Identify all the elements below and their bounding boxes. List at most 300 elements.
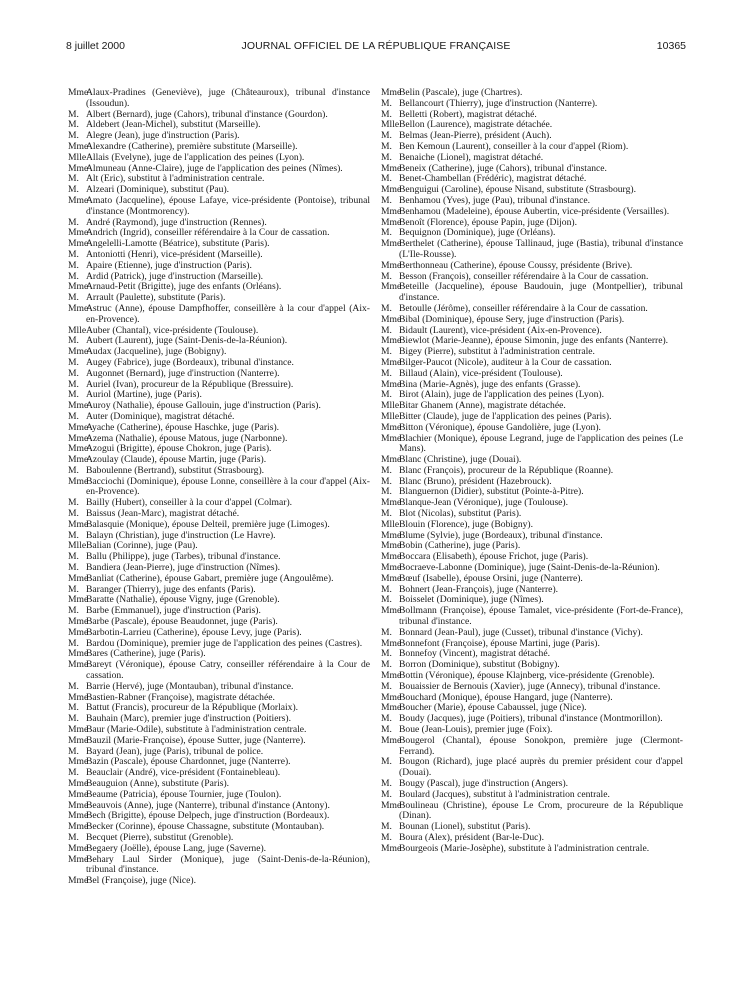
civility-title: Mme xyxy=(68,518,89,530)
civility-title: Mme xyxy=(68,648,89,660)
civility-title: M. xyxy=(381,831,392,843)
entry-text: Boudy (Jacques), juge (Poitiers), tribunal d'instance (Montmorillon). xyxy=(399,713,663,725)
entry-text: Bellon (Laurence), magistrate détachée. xyxy=(399,119,553,131)
entry-text: Blanque-Jean (Véronique), juge (Toulouse). xyxy=(399,497,569,509)
civility-title: M. xyxy=(68,248,79,260)
entry-text: Belin (Pascale), juge (Chartres). xyxy=(399,87,523,98)
civility-title: Mme xyxy=(68,194,89,206)
entry-text: Balayn (Christian), juge d'instruction (Le Havre). xyxy=(86,529,276,541)
civility-title: M. xyxy=(381,648,392,660)
civility-title: Mme xyxy=(381,259,402,271)
entry-text: Betoulle (Jérôme), conseiller référendaire à la Cour de cassation. xyxy=(399,302,648,314)
page-header xyxy=(66,40,686,56)
entry-text: Baur (Marie-Odile), substitute à l'administration centrale. xyxy=(86,724,307,736)
civility-title: M. xyxy=(381,713,392,725)
entry-text: Bel (Françoise), juge (Nice). xyxy=(86,875,197,887)
civility-title: Mme xyxy=(381,335,402,347)
entry-text: Bailly (Hubert), conseiller à la cour d'appel (Colmar). xyxy=(86,497,293,509)
list-item xyxy=(68,790,370,801)
civility-title: Mme xyxy=(381,454,402,466)
civility-title: M. xyxy=(381,788,392,800)
entry-text: André (Raymond), juge d'instruction (Rennes). xyxy=(86,216,267,228)
entry-text: Almuneau (Anne-Claire), juge de l'application des peines (Nîmes). xyxy=(86,162,343,174)
entry-text: Blot (Nicolas), substitut (Paris). xyxy=(399,508,522,520)
civility-title: M. xyxy=(68,551,79,563)
entry-text: Augey (Fabrice), juge (Bordeaux), tribunal d'instance. xyxy=(86,356,294,368)
civility-title: Mme xyxy=(68,853,89,865)
entry-text: Bocraeve-Labonne (Dominique), juge (Saint-Denis-de-la-Réunion). xyxy=(399,562,660,574)
entry-text: Birot (Alain), juge de l'application des peines (Lyon). xyxy=(399,389,605,401)
entry-text: Auroy (Nathalie), épouse Gallouin, juge d'instruction (Paris). xyxy=(86,400,321,412)
entry-text: Barrie (Hervé), juge (Montauban), tribunal d'instance. xyxy=(86,680,294,692)
entry-text: Angelelli-Lamotte (Béatrice), substitute (Paris). xyxy=(86,238,270,250)
entry-text: Aldebert (Jean-Michel), substitut (Marseille). xyxy=(86,119,261,131)
entry-text: Boura (Alex), président (Bar-le-Duc). xyxy=(399,831,544,843)
civility-title: Mme xyxy=(381,432,402,444)
entry-text: Bougy (Pascal), juge d'instruction (Angers). xyxy=(399,778,569,789)
civility-title: M. xyxy=(68,378,79,390)
entry-text: Bonnefont (Françoise), épouse Martini, juge (Paris). xyxy=(399,637,600,649)
entry-text: Bobin (Catherine), juge (Paris). xyxy=(399,540,521,552)
civility-title: Mme xyxy=(381,572,402,584)
civility-title: M. xyxy=(68,356,79,368)
civility-title: M. xyxy=(68,410,79,422)
entry-text: Billaud (Alain), vice-président (Toulouse). xyxy=(399,367,563,379)
civility-title: Mme xyxy=(68,443,89,455)
civility-title: Mme xyxy=(68,821,89,833)
entry-text: Amato (Jacqueline), épouse Lafaye, vice-présidente (Pontoise), tribunal d'instance (Montmorency). xyxy=(86,194,370,217)
entry-text: Benguigui (Caroline), épouse Nisand, substitute (Strasbourg). xyxy=(399,184,636,196)
entry-text: Alegre (Jean), juge d'instruction (Paris). xyxy=(86,130,240,142)
entry-text: Bohnert (Jean-François), juge (Nanterre). xyxy=(399,583,559,595)
entry-text: Barbe (Emmanuel), juge d'instruction (Paris). xyxy=(86,605,261,617)
entry-text: Augonnet (Bernard), juge d'instruction (Nanterre). xyxy=(86,367,280,379)
civility-title: M. xyxy=(381,324,392,336)
entry-text: Auter (Dominique), magistrat détaché. xyxy=(86,410,235,422)
header-title: JOURNAL OFFICIEL DE LA RÉPUBLIQUE FRANÇAISE xyxy=(241,40,511,52)
entry-text: Balasquie (Monique), épouse Delteil, première juge (Limoges). xyxy=(86,518,330,530)
list-item xyxy=(381,153,683,164)
civility-title: M. xyxy=(381,475,392,487)
entry-text: Balian (Corinne), juge (Pau). xyxy=(86,540,198,552)
entry-text: Bigey (Pierre), substitut à l'administration centrale. xyxy=(399,346,595,358)
list-item xyxy=(381,369,683,380)
entry-text: Benaiche (Lionel), magistrat détaché. xyxy=(399,151,544,163)
civility-title: M. xyxy=(68,745,79,757)
civility-title: Mme xyxy=(381,799,402,811)
civility-title: Mme xyxy=(68,875,89,887)
civility-title: M. xyxy=(68,583,79,595)
entry-text: Beauguion (Anne), substitute (Paris). xyxy=(86,778,230,789)
entry-text: Beneix (Catherine), juge (Cahors), tribunal d'instance. xyxy=(399,162,607,174)
civility-title: Mme xyxy=(68,454,89,466)
civility-title: M. xyxy=(68,367,79,379)
entry-text: Banliat (Catherine), épouse Gabart, première juge (Angoulême). xyxy=(86,572,334,584)
entry-text: Baranger (Thierry), juge des enfants (Paris). xyxy=(86,583,256,595)
entry-text: Boulard (Jacques), substitut à l'administration centrale. xyxy=(399,788,610,800)
civility-title: Mme xyxy=(68,227,89,239)
civility-title: M. xyxy=(381,173,392,185)
civility-title: M. xyxy=(68,259,79,271)
civility-title: Mlle xyxy=(381,119,400,131)
entry-text: Bottin (Véronique), épouse Klajnberg, vice-présidente (Grenoble). xyxy=(399,670,655,682)
civility-title: Mme xyxy=(381,205,402,217)
civility-title: Mlle xyxy=(68,540,87,552)
civility-title: Mme xyxy=(68,302,89,314)
entry-text: Blanc (Bruno), président (Hazebrouck). xyxy=(399,475,552,487)
entry-text: Azoulay (Claude), épouse Martin, juge (Paris). xyxy=(86,454,267,466)
civility-title: Mme xyxy=(68,572,89,584)
civility-title: Mme xyxy=(381,184,402,196)
civility-title: M. xyxy=(381,724,392,736)
entry-text: Audax (Jacqueline), juge (Bobigny). xyxy=(86,346,227,358)
civility-title: Mme xyxy=(381,162,402,174)
list-item xyxy=(68,261,370,272)
civility-title: Mlle xyxy=(381,518,400,530)
entry-text: Boulineau (Christine), épouse Le Crom, procureure de la République (Dinan). xyxy=(399,799,683,822)
civility-title: Mme xyxy=(68,162,89,174)
civility-title: Mme xyxy=(381,551,402,563)
civility-title: Mme xyxy=(381,637,402,649)
civility-title: Mme xyxy=(381,691,402,703)
civility-title: M. xyxy=(381,659,392,671)
civility-title: Mme xyxy=(68,238,89,250)
entry-text: Bequignon (Dominique), juge (Orléans). xyxy=(399,227,556,239)
list-item xyxy=(381,207,683,218)
entry-text: Andrich (Ingrid), conseiller référendaire à la Cour de cassation. xyxy=(86,227,330,239)
entry-text: Belletti (Robert), magistrat détaché. xyxy=(399,108,537,120)
civility-title: M. xyxy=(381,130,392,142)
entry-text: Alt (Eric), substitut à l'administration centrale. xyxy=(86,173,265,185)
civility-title: M. xyxy=(381,508,392,520)
entry-text: Arnaud-Petit (Brigitte), juge des enfants (Orléans). xyxy=(86,281,282,293)
entry-text: Blanguernon (Didier), substitut (Pointe-à-Pitre). xyxy=(399,486,584,498)
civility-title: M. xyxy=(68,130,79,142)
entry-text: Aubert (Laurent), juge (Saint-Denis-de-la-Réunion). xyxy=(86,335,288,347)
civility-title: M. xyxy=(68,292,79,304)
entry-text: Bollmann (Françoise), épouse Tamalet, vice-présidente (Fort-de-France), tribunal d'instance. xyxy=(399,605,683,628)
civility-title: M. xyxy=(381,821,392,833)
civility-title: M. xyxy=(68,270,79,282)
entry-text: Behary Laul Sirder (Monique), juge (Saint-Denis-de-la-Réunion), tribunal d'instance. xyxy=(86,853,370,876)
entry-text: Bougon (Richard), juge placé auprès du premier président cour d'appel (Douai). xyxy=(399,756,683,779)
civility-title: Mme xyxy=(68,788,89,800)
civility-title: M. xyxy=(68,637,79,649)
civility-title: Mlle xyxy=(381,410,400,422)
entry-text: Blanc (Christine), juge (Douai). xyxy=(399,454,522,466)
entry-text: Bandiera (Jean-Pierre), juge d'instruction (Nîmes). xyxy=(86,562,281,574)
civility-title: Mme xyxy=(68,594,89,606)
civility-title: Mlle xyxy=(68,324,87,336)
civility-title: Mme xyxy=(68,87,89,98)
list-item xyxy=(68,423,370,434)
civility-title: M. xyxy=(68,389,79,401)
civility-title: Mme xyxy=(381,378,402,390)
civility-title: Mme xyxy=(68,140,89,152)
entry-text: Alexandre (Catherine), première substitute (Marseille). xyxy=(86,140,298,152)
entry-text: Baissus (Jean-Marc), magistrat détaché. xyxy=(86,508,240,520)
civility-title: M. xyxy=(68,184,79,196)
list-item xyxy=(381,261,683,272)
entry-text: Beauclair (André), vice-président (Fontainebleau). xyxy=(86,767,281,779)
civility-title: Mme xyxy=(381,281,402,293)
entry-text: Bacciochi (Dominique), épouse Lonne, conseillère à la cour d'appel (Aix-en-Provence). xyxy=(86,475,370,498)
civility-title: Mme xyxy=(68,659,89,671)
entry-text: Baboulenne (Bertrand), substitut (Strasbourg). xyxy=(86,464,265,476)
civility-title: Mme xyxy=(68,842,89,854)
civility-title: Mme xyxy=(68,734,89,746)
entry-text: Borron (Dominique), substitut (Bobigny). xyxy=(399,659,560,671)
entry-text: Beaume (Patricia), épouse Tournier, juge (Toulon). xyxy=(86,788,282,800)
entry-text: Bastien-Rabner (Françoise), magistrate détachée. xyxy=(86,691,275,703)
civility-title: M. xyxy=(68,216,79,228)
entry-text: Barbe (Pascale), épouse Beaudonnet, juge (Paris). xyxy=(86,616,278,628)
entry-text: Azogui (Brigitte), épouse Chokron, juge (Paris). xyxy=(86,443,272,455)
list-item xyxy=(381,682,683,693)
list-item xyxy=(381,757,683,779)
civility-title: Mme xyxy=(381,670,402,682)
entry-text: Alaux-Pradines (Geneviève), juge (Châteauroux), tribunal d'instance (Issoudun). xyxy=(86,87,370,109)
civility-title: M. xyxy=(381,302,392,314)
civility-title: M. xyxy=(381,97,392,109)
entry-text: Boccara (Elisabeth), épouse Frichot, juge (Paris). xyxy=(399,551,589,563)
civility-title: Mme xyxy=(68,432,89,444)
civility-title: Mme xyxy=(381,238,402,250)
civility-title: M. xyxy=(381,626,392,638)
entry-text: Auriel (Ivan), procureur de la République (Bressuire). xyxy=(86,378,294,390)
civility-title: M. xyxy=(68,562,79,574)
civility-title: Mme xyxy=(68,421,89,433)
civility-title: M. xyxy=(381,680,392,692)
list-item xyxy=(68,477,370,499)
civility-title: Mme xyxy=(68,281,89,293)
civility-title: M. xyxy=(381,778,392,789)
civility-title: M. xyxy=(381,227,392,239)
civility-title: Mme xyxy=(68,756,89,768)
list-item xyxy=(381,736,683,758)
civility-title: Mme xyxy=(381,605,402,617)
entry-text: Bares (Catherine), juge (Paris). xyxy=(86,648,206,660)
left-column xyxy=(68,88,370,887)
entry-text: Ayache (Catherine), épouse Haschke, juge (Paris). xyxy=(86,421,280,433)
civility-title: M. xyxy=(68,713,79,725)
entry-text: Benhamou (Madeleine), épouse Aubertin, vice-présidente (Versailles). xyxy=(399,205,670,217)
civility-title: M. xyxy=(381,108,392,120)
list-item xyxy=(68,855,370,877)
entry-text: Biewlot (Marie-Jeanne), épouse Simonin, juge des enfants (Nanterre). xyxy=(399,335,669,347)
entry-text: Bech (Brigitte), épouse Delpech, juge d'instruction (Bordeaux). xyxy=(86,810,330,822)
civility-title: Mme xyxy=(381,734,402,746)
civility-title: M. xyxy=(381,583,392,595)
entry-text: Besson (François), conseiller référendaire à la Cour de cassation. xyxy=(399,270,649,282)
right-column xyxy=(381,88,683,855)
entry-text: Bonnefoy (Vincent), magistrat détaché. xyxy=(399,648,551,660)
list-item xyxy=(68,304,370,326)
civility-title: M. xyxy=(381,486,392,498)
entry-text: Blachier (Monique), épouse Legrand, juge de l'application des peines (Le Mans). xyxy=(399,432,683,455)
entry-text: Ballu (Philippe), juge (Tarbes), tribunal d'instance. xyxy=(86,551,281,563)
entry-text: Boucher (Marie), épouse Cabaussel, juge (Nice). xyxy=(399,702,587,714)
entry-text: Becquet (Pierre), substitut (Grenoble). xyxy=(86,831,234,843)
list-item xyxy=(68,682,370,693)
civility-title: M. xyxy=(381,194,392,206)
list-item xyxy=(68,153,370,164)
civility-title: M. xyxy=(381,464,392,476)
list-item xyxy=(381,315,683,326)
entry-text: Boisselet (Dominique), juge (Nîmes). xyxy=(399,594,544,606)
civility-title: M. xyxy=(381,270,392,282)
civility-title: M. xyxy=(68,702,79,714)
civility-title: Mme xyxy=(381,356,402,368)
entry-text: Baratte (Nathalie), épouse Vigny, juge (Grenoble). xyxy=(86,594,280,606)
list-item xyxy=(68,844,370,855)
entry-text: Beteille (Jacqueline), épouse Baudouin, juge (Montpellier), tribunal d'instance. xyxy=(399,281,683,304)
entry-text: Bazin (Pascale), épouse Chardonnet, juge (Nanterre). xyxy=(86,756,291,768)
entry-text: Barbotin-Larrieu (Catherine), épouse Levy, juge (Paris). xyxy=(86,626,302,638)
entry-text: Astruc (Anne), épouse Dampfhoffer, conseillère à la cour d'appel (Aix-en-Provence). xyxy=(86,302,370,325)
list-item xyxy=(68,369,370,380)
civility-title: Mme xyxy=(381,529,402,541)
entry-text: Bina (Marie-Agnès), juge des enfants (Grasse). xyxy=(399,378,581,390)
entry-text: Bibal (Dominique), épouse Sery, juge d'instruction (Paris). xyxy=(399,313,625,325)
civility-title: Mlle xyxy=(381,400,400,412)
list-item xyxy=(381,434,683,456)
civility-title: Mme xyxy=(381,216,402,228)
civility-title: M. xyxy=(381,151,392,163)
civility-title: Mme xyxy=(68,799,89,811)
civility-title: Mme xyxy=(68,778,89,789)
civility-title: Mme xyxy=(68,616,89,628)
list-item xyxy=(68,736,370,747)
entry-text: Bidault (Laurent), vice-président (Aix-en-Provence). xyxy=(399,324,602,336)
entry-text: Ardid (Patrick), juge d'instruction (Marseille). xyxy=(86,270,264,282)
civility-title: Mme xyxy=(68,810,89,822)
header-date: 8 juillet 2000 xyxy=(66,40,125,52)
entry-text: Berthonneau (Catherine), épouse Coussy, présidente (Brive). xyxy=(399,259,633,271)
civility-title: Mme xyxy=(68,400,89,412)
civility-title: Mme xyxy=(381,540,402,552)
civility-title: M. xyxy=(68,497,79,509)
civility-title: Mme xyxy=(381,562,402,574)
entry-text: Bayard (Jean), juge (Paris), tribunal de police. xyxy=(86,745,264,757)
list-item xyxy=(381,844,683,855)
list-item xyxy=(381,239,683,261)
list-item xyxy=(381,801,683,823)
civility-title: M. xyxy=(68,335,79,347)
entry-text: Bareyt (Véronique), épouse Catry, conseiller référendaire à la Cour de cassation. xyxy=(86,659,370,682)
entry-text: Albert (Bernard), juge (Cahors), tribunal d'instance (Gourdon). xyxy=(86,108,328,120)
civility-title: Mme xyxy=(381,497,402,509)
civility-title: M. xyxy=(381,346,392,358)
civility-title: M. xyxy=(381,756,392,768)
entry-text: Bourgeois (Marie-Josèphe), substitute à l'administration centrale. xyxy=(399,842,650,854)
list-item xyxy=(381,790,683,801)
header-page-number: 10365 xyxy=(656,40,686,52)
civility-title: Mme xyxy=(381,702,402,714)
entry-text: Benhamou (Yves), juge (Pau), tribunal d'instance. xyxy=(399,194,590,206)
entry-text: Boue (Jean-Louis), premier juge (Foix). xyxy=(399,724,553,736)
civility-title: M. xyxy=(68,529,79,541)
civility-title: Mme xyxy=(68,691,89,703)
civility-title: M. xyxy=(68,605,79,617)
entry-text: Antoniotti (Henri), vice-président (Marseille). xyxy=(86,248,263,260)
civility-title: Mme xyxy=(381,87,402,98)
civility-title: M. xyxy=(68,508,79,520)
civility-title: Mlle xyxy=(68,151,87,163)
civility-title: M. xyxy=(381,140,392,152)
civility-title: Mme xyxy=(381,313,402,325)
list-item xyxy=(68,876,370,887)
civility-title: M. xyxy=(68,108,79,120)
entry-text: Bilger-Paucot (Nicole), auditeur à la Cour de cassation. xyxy=(399,356,612,368)
civility-title: M. xyxy=(68,464,79,476)
entry-text: Bardou (Dominique), premier juge de l'application des peines (Castres). xyxy=(86,637,363,649)
entry-text: Blouin (Florence), juge (Bobigny). xyxy=(399,518,534,530)
entry-text: Becker (Corinne), épouse Chassagne, substitute (Montauban). xyxy=(86,821,325,833)
entry-text: Bouaissier de Bernouis (Xavier), juge (Annecy), tribunal d'instance. xyxy=(399,680,661,692)
entry-text: Auber (Chantal), vice-présidente (Toulouse). xyxy=(86,324,259,336)
list-item xyxy=(381,606,683,628)
civility-title: M. xyxy=(381,367,392,379)
list-item xyxy=(381,282,683,304)
civility-title: M. xyxy=(68,173,79,185)
entry-text: Auriol (Martine), juge (Paris). xyxy=(86,389,202,401)
entry-text: Bouchard (Monique), épouse Hangard, juge (Nanterre). xyxy=(399,691,613,703)
entry-text: Begaery (Joëlle), épouse Lang, juge (Saverne). xyxy=(86,842,267,854)
entry-text: Belmas (Jean-Pierre), président (Auch). xyxy=(399,130,552,142)
entry-text: Blume (Sylvie), juge (Bordeaux), tribunal d'instance. xyxy=(399,529,603,541)
civility-title: Mme xyxy=(381,842,402,854)
entry-text: Bonnard (Jean-Paul), juge (Cusset), tribunal d'instance (Vichy). xyxy=(399,626,643,638)
civility-title: Mme xyxy=(381,421,402,433)
list-item xyxy=(381,423,683,434)
list-item xyxy=(68,660,370,682)
civility-title: Mme xyxy=(68,346,89,358)
entry-text: Benet-Chambellan (Frédéric), magistrat détaché. xyxy=(399,173,587,185)
entry-text: Arrault (Paulette), substitute (Paris). xyxy=(86,292,226,304)
entry-text: Bellancourt (Thierry), juge d'instruction (Nanterre). xyxy=(399,97,598,109)
entry-text: Bauzil (Marie-Françoise), épouse Sutter, juge (Nanterre). xyxy=(86,734,306,746)
entry-text: Allais (Evelyne), juge de l'application des peines (Lyon). xyxy=(86,151,305,163)
entry-text: Blanc (François), procureur de la République (Roanne). xyxy=(399,464,614,476)
entry-text: Berthelet (Catherine), épouse Tallinaud, juge (Bastia), tribunal d'instance (L'Ile-Rousse). xyxy=(399,238,683,260)
entry-text: Battut (Francis), procureur de la République (Morlaix). xyxy=(86,702,299,714)
civility-title: M. xyxy=(68,119,79,131)
entry-text: Bitton (Véronique), épouse Gandolière, juge (Lyon). xyxy=(399,421,601,433)
entry-text: Bauhain (Marc), premier juge d'instruction (Poitiers). xyxy=(86,713,292,725)
list-item xyxy=(381,99,683,110)
civility-title: Mme xyxy=(68,626,89,638)
entry-text: Apaire (Etienne), juge d'instruction (Paris). xyxy=(86,259,252,271)
entry-text: Bougerol (Chantal), épouse Sonokpon, première juge (Clermont-Ferrand). xyxy=(399,734,683,757)
civility-title: M. xyxy=(68,767,79,779)
entry-text: Bitar Ghanem (Anne), magistrate détachée. xyxy=(399,400,566,412)
civility-title: M. xyxy=(381,594,392,606)
civility-title: M. xyxy=(68,680,79,692)
civility-title: M. xyxy=(381,389,392,401)
list-item xyxy=(68,196,370,218)
entry-text: Bitter (Claude), juge de l'application des peines (Paris). xyxy=(399,410,612,422)
entry-text: Bœuf (Isabelle), épouse Orsini, juge (Nanterre). xyxy=(399,572,583,584)
entry-text: Alzeari (Dominique), substitut (Pau). xyxy=(86,184,230,196)
entry-text: Azema (Nathalie), épouse Matous, juge (Narbonne). xyxy=(86,432,288,444)
civility-title: Mme xyxy=(68,475,89,487)
list-item xyxy=(68,88,370,110)
entry-text: Beauvois (Anne), juge (Nanterre), tribunal d'instance (Antony). xyxy=(86,799,330,811)
entry-text: Ben Kemoun (Laurent), conseiller à la cour d'appel (Riom). xyxy=(399,140,629,152)
civility-title: Mme xyxy=(68,724,89,736)
entry-text: Bounan (Lionel), substitut (Paris). xyxy=(399,821,531,833)
